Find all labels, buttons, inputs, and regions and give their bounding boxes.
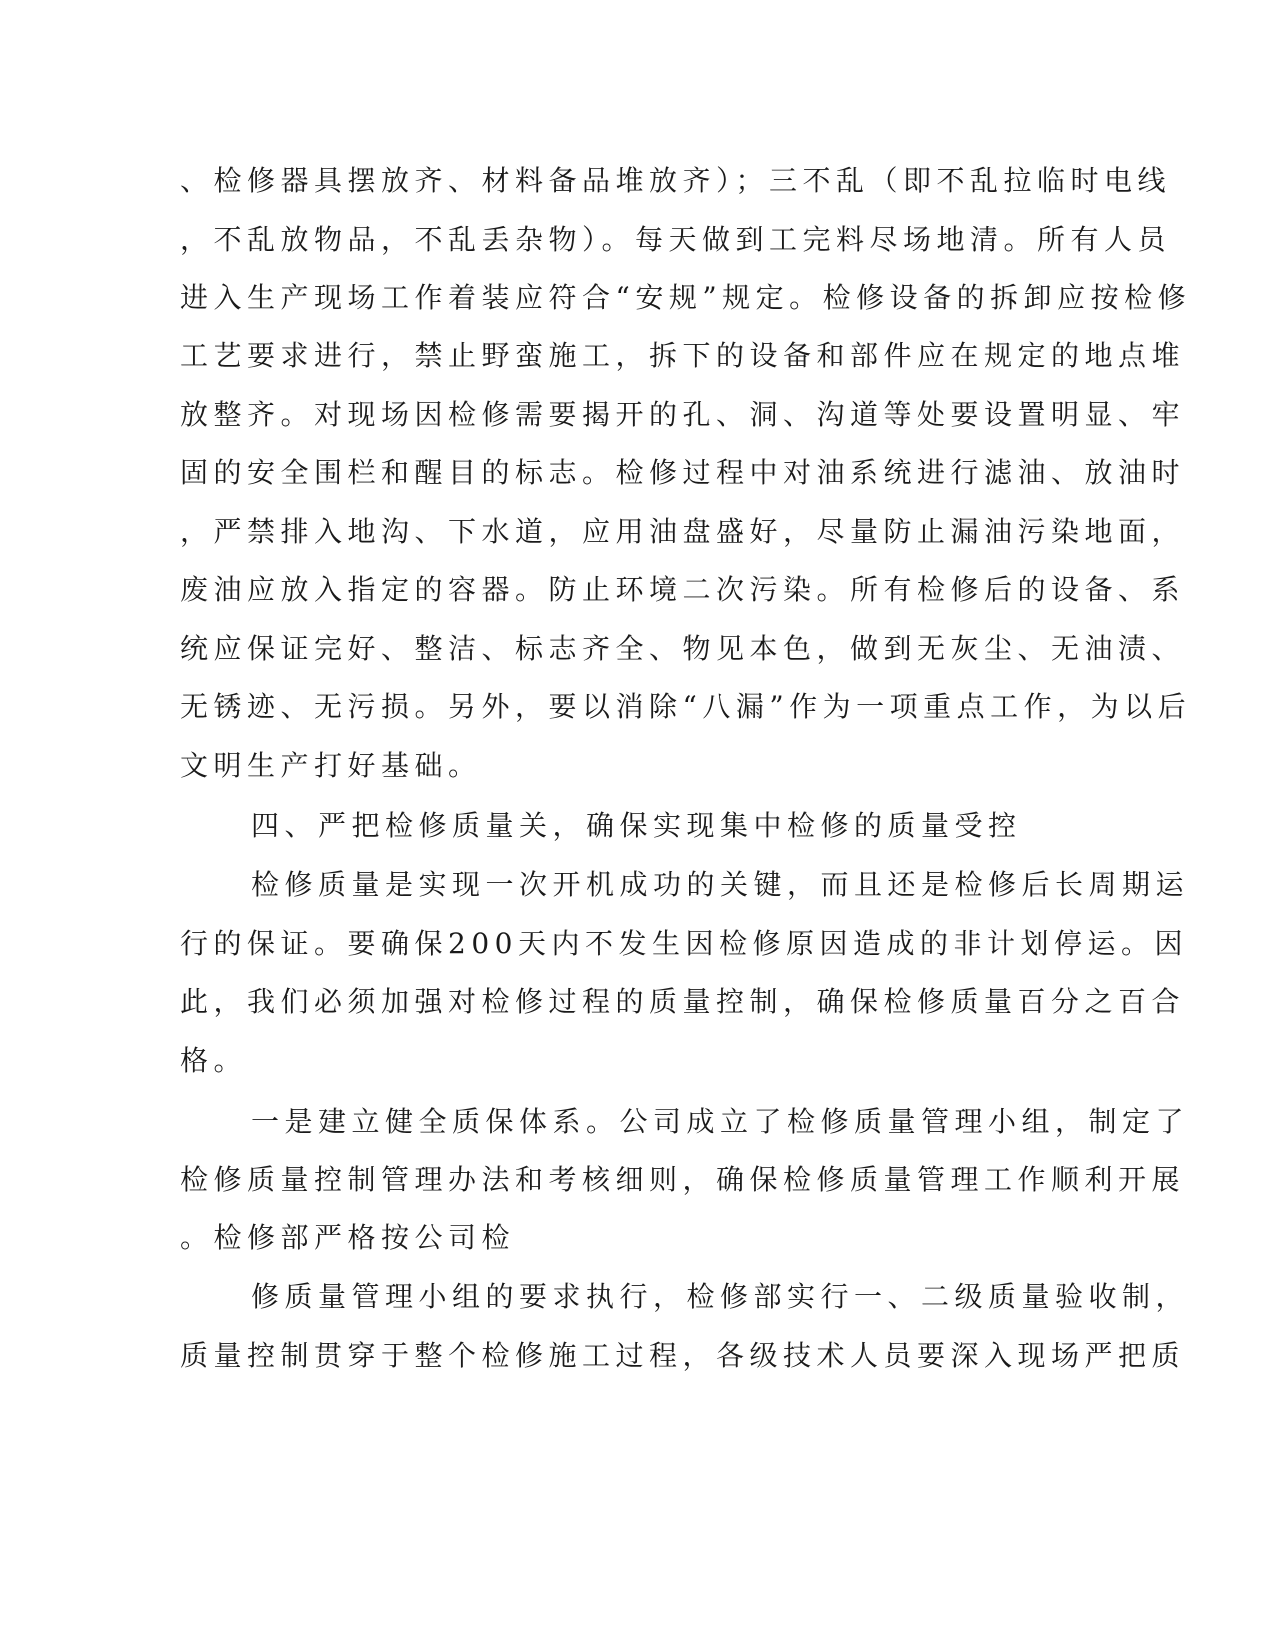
body-line: 此，我们必须加强对检修过程的质量控制，确保检修质量百分之百合 bbox=[180, 985, 1186, 1018]
body-line: 行的保证。要确保200天内不发生因检修原因造成的非计划停运。因 bbox=[180, 927, 1188, 960]
body-line: 文明生产打好基础。 bbox=[180, 749, 482, 782]
body-line: ，严禁排入地沟、下水道，应用油盘盛好，尽量防止漏油污染地面， bbox=[180, 515, 1186, 548]
body-line: 统应保证完好、整洁、标志齐全、物见本色，做到无灰尘、无油渍、 bbox=[180, 632, 1186, 665]
body-line: 废油应放入指定的容器。防止环境二次污染。所有检修后的设备、系 bbox=[180, 573, 1186, 606]
body-line: 工艺要求进行，禁止野蛮施工，拆下的设备和部件应在规定的地点堆 bbox=[180, 339, 1186, 372]
body-line: 、检修器具摆放齐、材料备品堆放齐）；三不乱（即不乱拉临时电线 bbox=[180, 164, 1172, 197]
body-line: 进入生产现场工作着装应符合“安规”规定。检修设备的拆卸应按检修 bbox=[180, 281, 1192, 314]
body-line: 放整齐。对现场因检修需要揭开的孔、洞、沟道等处要设置明显、牢 bbox=[180, 398, 1186, 431]
paragraph-first-line: 修质量管理小组的要求执行，检修部实行一、二级质量验收制， bbox=[251, 1280, 1190, 1313]
body-line: 检修质量控制管理办法和考核细则，确保检修质量管理工作顺利开展 bbox=[180, 1163, 1186, 1196]
section-heading: 四、严把检修质量关，确保实现集中检修的质量受控 bbox=[251, 809, 1022, 842]
body-line: 。检修部严格按公司检 bbox=[180, 1221, 516, 1254]
body-line: ，不乱放物品，不乱丢杂物）。每天做到工完料尽场地清。所有人员 bbox=[180, 223, 1172, 256]
body-line: 无锈迹、无污损。另外，要以消除“八漏”作为一项重点工作，为以后 bbox=[180, 690, 1192, 723]
paragraph-first-line: 检修质量是实现一次开机成功的关键，而且还是检修后长周期运 bbox=[251, 868, 1190, 901]
body-line: 格。 bbox=[180, 1044, 248, 1077]
body-line: 固的安全围栏和醒目的标志。检修过程中对油系统进行滤油、放油时 bbox=[180, 456, 1186, 489]
body-line: 质量控制贯穿于整个检修施工过程，各级技术人员要深入现场严把质 bbox=[180, 1339, 1186, 1372]
paragraph-first-line: 一是建立健全质保体系。公司成立了检修质量管理小组，制定了 bbox=[251, 1105, 1190, 1138]
